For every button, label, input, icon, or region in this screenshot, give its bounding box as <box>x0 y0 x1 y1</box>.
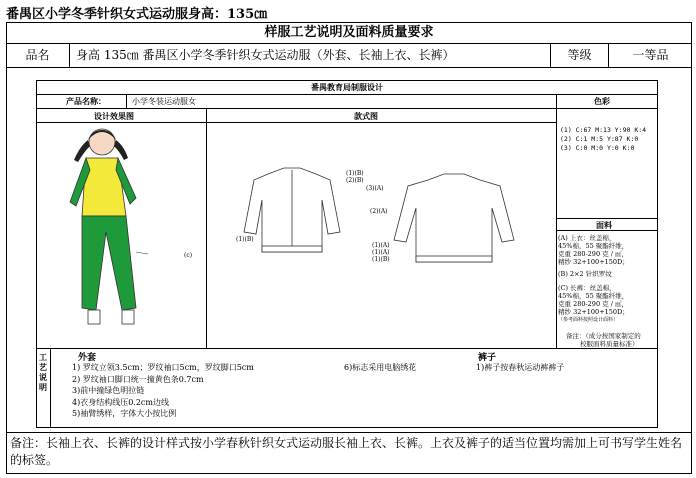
fabric-note-line: 校服面料质量标准） <box>580 340 639 348</box>
document-title: 番禺区小学冬季针织女式运动服身高：135㎝ <box>6 7 268 22</box>
fabric-c-line: 克重 280-290 克 / ㎡， <box>558 300 628 308</box>
callout: (1)(A) <box>372 249 390 256</box>
jacket-front-drawing <box>244 168 340 252</box>
info-row <box>6 44 692 68</box>
color-2: (2) C:1 M:5 Y:87 K:0 <box>560 135 639 143</box>
style-header: 款式图 <box>354 111 378 121</box>
table-header: 样服工艺说明及面料质量要求 <box>6 22 692 44</box>
craft-label: 工艺说明 <box>39 352 47 392</box>
jacket-item: 5)袖臂绣样，字体大小按比例 <box>72 409 177 418</box>
jacket-item: 3)前中撞绿色明拉链 <box>72 386 145 395</box>
callout: (3)(A) <box>366 185 384 192</box>
jacket-item: 1) 罗纹立领3.5cm；罗纹袖口5cm，罗纹脚口5cm <box>72 363 254 372</box>
grade-label: 等级 <box>551 44 609 67</box>
fabric-a-line: (A) 上衣：丝盖棉， <box>558 234 616 242</box>
garment-illustrations <box>36 122 656 348</box>
callout: (1)(B) <box>346 170 364 177</box>
jacket-item: 2) 罗纹袖口脚口统一撞黄色条0.7cm <box>72 374 204 384</box>
name-value: 身高 135㎝ 番禺区小学冬季针织女式运动服（外套、长袖上衣、长裤） <box>70 44 551 67</box>
callout: (2)(B) <box>346 177 364 184</box>
color-1: (1) C:67 M:13 Y:90 K:4 <box>560 126 647 134</box>
pants-item: 1)裤子按春秋运动裤裤子 <box>476 363 565 372</box>
product-value: 小学冬装运动服女 <box>132 97 196 106</box>
jacket-items <box>72 362 254 420</box>
fabric-header: 面料 <box>596 220 612 230</box>
callout: (2)(A) <box>370 208 388 215</box>
fabric-c-line: 45%棉，55 聚酯纤维， <box>558 292 629 300</box>
bottom-note: 备注：长袖上衣、长裤的设计样式按小学春秋针织女式运动服长袖上衣、长裤。上衣及裤子的适当位置均需加上可书写学生姓名的标签。 <box>6 432 692 474</box>
callout: (c) <box>184 252 193 259</box>
sheet-title: 番禺教育局制服设计 <box>311 82 383 92</box>
fabric-note-line: 备注：（成分按国家制定的 <box>566 332 641 340</box>
color-3: (3) C:0 M:0 Y:0 K:0 <box>560 144 635 152</box>
pants-title: 裤子 <box>478 353 497 363</box>
jacket-item-6: 6)标志采用电脑绣花 <box>344 363 417 372</box>
callout: (1)(B) <box>372 256 390 263</box>
color-header: 色彩 <box>594 96 610 106</box>
name-label: 品名 <box>6 44 70 67</box>
fabric-c-line: （参考面料按照设计面料） <box>558 317 619 323</box>
effect-header: 设计效果图 <box>94 111 134 121</box>
fabric-c-line: 精纱 32+100+150D； <box>558 308 629 316</box>
girl-illustration <box>70 129 148 324</box>
callout: (1)(B) <box>236 236 254 243</box>
fabric-a-line: 克重 280-290 克 / ㎡， <box>558 250 628 258</box>
product-label: 产品名称： <box>66 96 106 106</box>
callout: (1)(A) <box>372 242 390 249</box>
fabric-a-line: 45%棉，55 聚酯纤维， <box>558 242 629 250</box>
jacket-item: 4)衣身结构线压0.2cm边线 <box>72 397 169 407</box>
jacket-back-drawing <box>394 174 514 262</box>
grade-value: 一等品 <box>632 48 669 62</box>
fabric-b: (B) 2×2 针织罗纹 <box>558 270 612 278</box>
jacket-title: 外套 <box>78 353 97 363</box>
fabric-c-line: (C) 长裤：丝盖棉， <box>558 284 616 292</box>
fabric-a-line: 精纱 32+100+150D； <box>558 258 629 266</box>
